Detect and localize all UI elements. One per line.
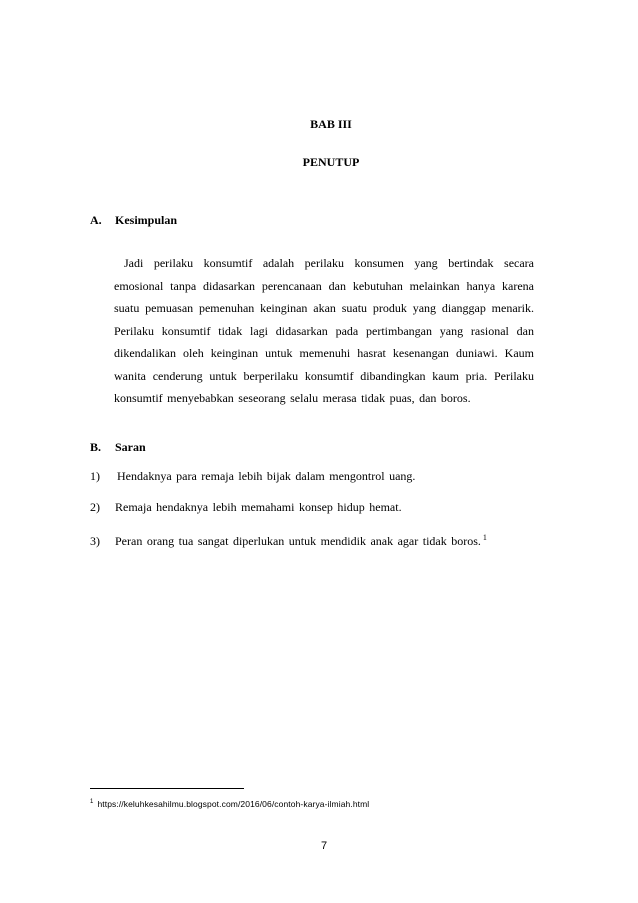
page-number: 7	[320, 840, 328, 852]
footnote-divider	[90, 788, 244, 789]
chapter-title: PENUTUP	[302, 155, 360, 169]
list-item-number: 2)	[90, 500, 100, 514]
list-item	[90, 467, 550, 498]
footnote	[90, 799, 369, 809]
list-item-text: Remaja hendaknya lebih memahami konsep hidup hemat.	[115, 500, 402, 514]
section-a-heading	[90, 213, 177, 228]
conclusion-paragraph: Jadi perilaku konsumtif adalah perilaku konsumen yang bertindak secara emosional tanpa didasarkan perencanaan dan kebutuhan melainkan hanya karena suatu pemuasan pemenuhan keinginan akan suatu produk yang dianggap menarik. Perilaku konsumtif tidak lagi didasarkan pada pertimbangan yang rasional dan dikendalikan oleh keinginan untuk memenuhi hasrat kesenangan duniawi. Kaum wanita cenderung untuk berperilaku konsumtif dibandingkan kaum pria. Perilaku konsumtif menyebabkan seseorang selalu merasa tidak puas, dan boros.	[114, 256, 534, 405]
list-item-text: Hendaknya para remaja lebih bijak dalam mengontrol uang.	[117, 469, 416, 483]
list-item	[90, 498, 550, 529]
chapter-number: BAB III	[310, 117, 352, 131]
section-a-letter: A.	[90, 213, 102, 227]
footnote-marker: 1	[90, 799, 94, 806]
list-item	[90, 529, 550, 560]
footnote-url[interactable]: https://keluhkesahilmu.blogspot.com/2016/06/contoh-karya-ilmiah.html	[97, 799, 370, 809]
section-b-title: Saran	[115, 440, 146, 454]
section-b-letter: B.	[90, 440, 102, 454]
list-item-number: 3)	[90, 534, 100, 548]
section-b-heading	[90, 440, 146, 455]
footnote-reference[interactable]: 1	[482, 533, 487, 542]
list-item-number: 1)	[90, 469, 100, 483]
list-item-text: Peran orang tua sangat diperlukan untuk mendidik anak agar tidak boros.	[115, 534, 481, 548]
section-a-title: Kesimpulan	[115, 213, 178, 227]
suggestion-list	[90, 467, 550, 560]
